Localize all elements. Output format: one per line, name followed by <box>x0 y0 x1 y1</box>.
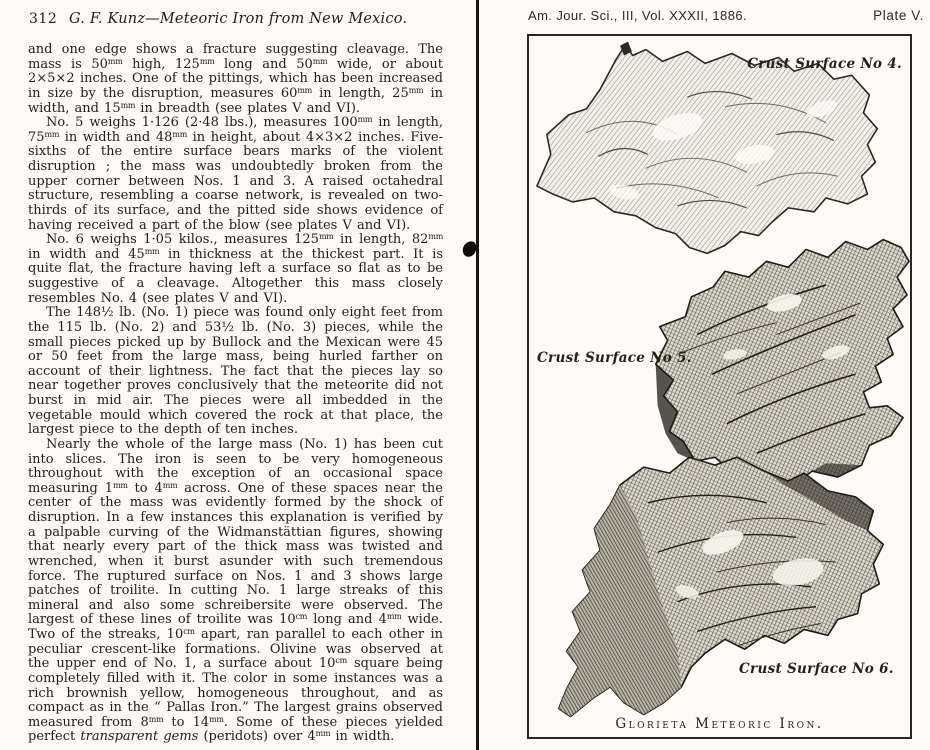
plate-header <box>528 8 924 23</box>
plate-caption: Glorieta Meteoric Iron. <box>615 716 824 732</box>
paragraph: The 148½ lb. (No. 1) piece was found only eight feet from the 115 lb. (No. 2) and 53½ lb. (No. 3) pieces, while the small pieces picked up by Bullock and the Mexican were 45 or 50 feet from the large mass, being hurled farther on account of their lightness. The fact that the pieces lay so near together proves conclusively that the meteorite did not burst in mid air. The pieces were all imbedded in the vegetable mould which covered the rock at that place, the largest piece to the depth of ten inches. <box>28 305 443 438</box>
plate-number: Plate V. <box>873 8 924 23</box>
journal-citation: Am. Jour. Sci., III, Vol. XXXII, 1886. <box>528 8 747 23</box>
meteorite-figure-no4 <box>537 42 877 254</box>
page-number: 312 <box>29 11 58 27</box>
paragraph: No. 6 weighs 1·05 kilos., measures $125^{mm}$ in length, $82^{mm}$ in width and $45^{mm}$ in thickness at the thickest part. It is quite flat, the fracture having left a surface so flat as to be suggestive of a cleavage. Altogether this mass closely resembles No. 4 (see plates V and VI). <box>28 232 443 306</box>
paragraph: and one edge shows a fracture suggesting cleavage. The mass is $50^{mm}$ high, $125^{mm}$ long and $50^{mm}$ wide, or about 2×5×2 inches. One of the pittings, which has been increased in size by the disruption, measures $60^{mm}$ in length, $25^{mm}$ in width, and $15^{mm}$ in breadth (see plates V and VI). <box>28 42 444 116</box>
running-title: G. F. Kunz—Meteoric Iron from New Mexico. <box>69 11 408 27</box>
plate-frame <box>527 34 912 739</box>
body-text-column <box>28 43 443 745</box>
paragraph: No. 5 weighs 1·126 (2·48 lbs.), measures $100^{mm}$ in length, $75^{mm}$ in width and $48^{mm}$ in height, about 4×3×2 inches. Five-sixths of the entire surface bears marks of the violent disruption ; the mass was undoubtedly broken from the upper corner between Nos. 1 and 3. A raised octahedral structure, resembling a coarse network, is revealed on two-thirds of its surface, and the pitted side shows evidence of having received a part of the blow (see plates V and VI). <box>28 115 444 233</box>
figure-label-no6: Crust Surface No 6. <box>739 661 894 677</box>
meteorite-figure-no5 <box>656 240 909 485</box>
left-page <box>0 0 462 750</box>
plate-page <box>480 0 930 750</box>
paragraph: Nearly the whole of the large mass (No. 1) has been cut into slices. The iron is seen to be very homogeneous throughout with the exception of an occasional space measuring $1^{mm}$ to $4^{mm}$ across. One of these spaces near the center of the mass was evidently formed by the shock of disruption. In a few instances this explanation is verified by a palpable curving of the Widmanstättian figures, showing that nearly every part of the thick mass was twisted and wrenched, when it burst asunder with such tremendous force. The ruptured surface on Nos. 1 and 3 shows large patches of troilite. In cutting No. 1 large streaks of this mineral and also some schreibersite were observed. The largest of these lines of troilite was $10^{cm}$ long and $4^{mm}$ wide. Two of the streaks, $10^{cm}$ apart, ran parallel to each other in peculiar crescent-like formations. Olivine was observed at the upper end of No. 1, a surface about $10^{cm}$ square being completely filled with it. The color in some instances was a rich brownish yellow, homogeneous throughout, and as compact as in the “ Pallas Iron.” The largest grains observed measured from $8^{mm}$ to $14^{mm}$. Some of these pieces yielded perfect transparent gems (peridots) over $4^{mm}$ in width. <box>28 436 444 745</box>
plate-illustration <box>529 36 910 737</box>
page-header <box>29 11 433 27</box>
figure-label-no5: Crust Surface No 5. <box>537 350 692 366</box>
binding-gutter-line <box>476 0 479 750</box>
meteorite-figure-no6 <box>559 457 884 716</box>
figure-label-no4: Crust Surface No 4. <box>747 56 902 72</box>
